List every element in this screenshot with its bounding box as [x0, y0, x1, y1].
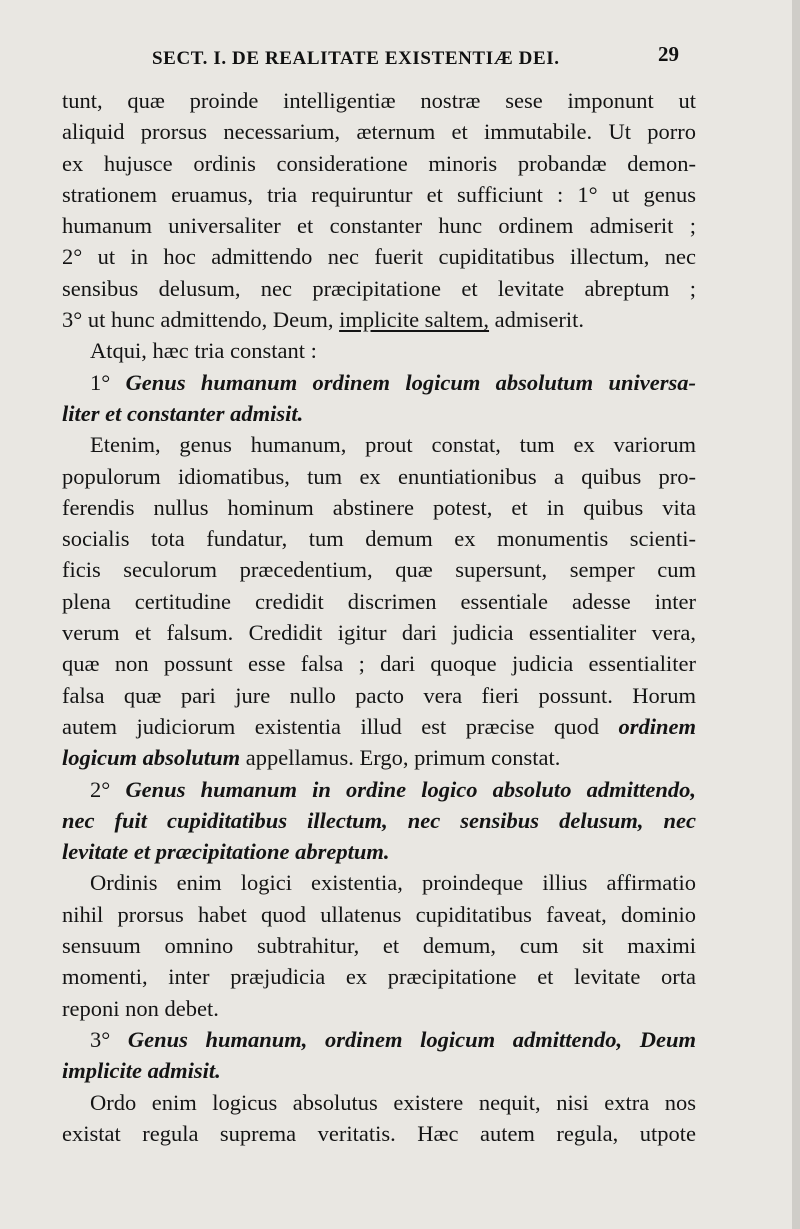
text-line: ex hujusce ordinis consideratione minoris probandæ demon-: [62, 150, 696, 176]
text-line: [62, 398, 696, 429]
text-line: falsa quæ pari jure nullo pacto vera fieri possunt. Horum: [62, 682, 696, 708]
text-line: [62, 304, 696, 335]
underlined-phrase: implicite saltem,: [339, 307, 490, 333]
paragraph-5: [62, 1087, 696, 1150]
proposition-number: 2°: [90, 776, 126, 802]
proposition-text: implicite admisit.: [62, 1058, 221, 1084]
text-line: 2° ut in hoc admittendo nec fuerit cupiditatibus illectum, nec: [62, 244, 696, 270]
paragraph-1: [62, 85, 696, 335]
text-line: plena certitudine credidit discrimen essentiale adesse inter: [62, 588, 696, 614]
text-line: [62, 1024, 696, 1055]
text-line: sensibus delusum, nec præcipitatione et levitate abreptum ;: [62, 275, 696, 301]
text-line: [62, 836, 696, 867]
page-edge: [792, 0, 800, 1229]
proposition-text: levitate et præcipitatione abreptum.: [62, 839, 390, 865]
text-line: reponi non debet.: [62, 995, 219, 1021]
text-line: verum et falsum. Credidit igitur dari judicia essentialiter vera,: [62, 620, 696, 646]
text-line: ficis seculorum præcedentium, quæ supersunt, semper cum: [62, 557, 696, 583]
text-line: tunt, quæ proinde intelligentiæ nostræ sese imponunt ut: [62, 88, 696, 113]
text-line: Etenim, genus humanum, prout constat, tum ex variorum: [90, 432, 696, 458]
text-line: populorum idiomatibus, tum ex enuntiationibus a quibus pro-: [62, 463, 696, 489]
proposition-number: 1°: [90, 369, 126, 395]
text-line: [62, 711, 696, 742]
paragraph-4: [62, 867, 696, 1023]
text-run: 3° ut hunc admittendo, Deum,: [62, 307, 340, 333]
page-number: 29: [658, 42, 679, 66]
text-line: ferendis nullus hominum abstinere potest, et in quibus vita: [62, 494, 696, 520]
text-run: autem judiciorum existentia illud est præcise quod: [62, 713, 619, 739]
text-line: aliquid prorsus necessarium, æternum et immutabile. Ut porro: [62, 119, 696, 145]
paragraph-2: Atqui, hæc tria constant :: [90, 338, 317, 364]
proposition-text: Genus humanum ordinem logicum absolutum universa-: [125, 369, 696, 395]
text-line: sensuum omnino subtrahitur, et demum, cum sit maximi: [62, 933, 696, 959]
proposition-text: Genus humanum, ordinem logicum admittendo, Deum: [127, 1026, 696, 1052]
text-line: Ordinis enim logici existentia, proindeque illius affirmatio: [90, 870, 696, 896]
page-body: [62, 85, 696, 1149]
text-line: socialis tota fundatur, tum demum ex monumentis scienti-: [62, 526, 696, 552]
text-line: [62, 367, 696, 398]
proposition-text: nec fuit cupiditatibus illectum, nec sensibus delusum, nec: [62, 807, 696, 833]
proposition-text: Genus humanum in ordine logico absoluto admittendo,: [125, 776, 696, 802]
text-line: [62, 1055, 696, 1086]
proposition-text: liter et constanter admisit.: [62, 400, 304, 426]
text-line: [62, 805, 696, 836]
text-line: existat regula suprema veritatis. Hæc autem regula, utpote: [62, 1120, 696, 1146]
text-line: nihil prorsus habet quod ullatenus cupiditatibus faveat, dominio: [62, 901, 696, 927]
proposition-3: [62, 1024, 696, 1087]
text-line: strationem eruamus, tria requiruntur et sufficiunt : 1° ut genus: [62, 181, 696, 207]
text-line: [62, 774, 696, 805]
text-line: [62, 742, 696, 773]
italic-term: logicum absolutum: [62, 745, 241, 771]
page-header: [0, 42, 800, 76]
proposition-1: [62, 367, 696, 430]
proposition-2: [62, 774, 696, 868]
proposition-number: 3°: [90, 1026, 128, 1052]
text-line: momenti, inter præjudicia ex præcipitatione et levitate orta: [62, 964, 696, 990]
text-line: quæ non possunt esse falsa ; dari quoque judicia essentialiter: [62, 651, 696, 677]
text-line: humanum universaliter et constanter hunc ordinem admiserit ;: [62, 213, 696, 239]
text-run: admiserit.: [489, 307, 585, 333]
paragraph-3: [62, 429, 696, 773]
text-run: appellamus. Ergo, primum constat.: [240, 745, 561, 771]
running-head: SECT. I. DE REALITATE EXISTENTIÆ DEI.: [152, 48, 560, 69]
italic-term: ordinem: [618, 713, 696, 739]
text-line: Ordo enim logicus absolutus existere nequit, nisi extra nos: [90, 1089, 696, 1115]
